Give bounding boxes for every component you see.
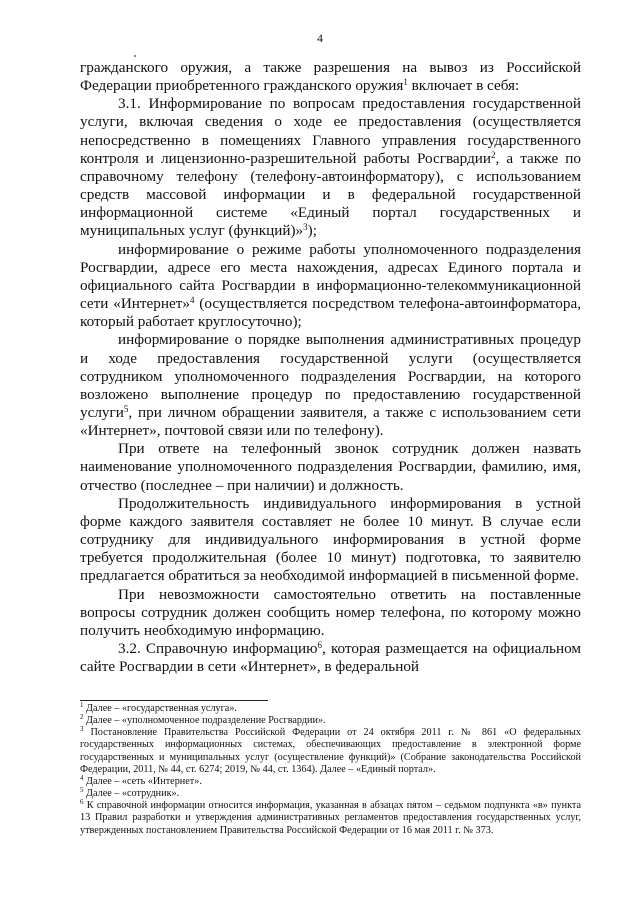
- paragraph-2: [80, 95, 581, 240]
- footnote-ref: 4: [190, 295, 195, 306]
- paragraph-text: 3.2. Справочную информацию: [118, 640, 318, 657]
- paragraph-text: );: [307, 222, 317, 240]
- paragraph-text: , а также по справочному телефону (телефону-автоинформатору), с использованием средств массовой информации и в федеральной государственной информационной системе «Единый портал государственных и муниципальных услуг (функций)»: [80, 149, 581, 240]
- paragraph-5: При ответе на телефонный звонок сотрудник должен назвать наименование уполномоченного подразделения Росгвардии, фамилию, имя, отчество (последнее – при наличии) и должность.: [80, 440, 581, 494]
- paragraph-3: [80, 241, 581, 332]
- footnote-ref: 5: [123, 403, 129, 414]
- footnote: [80, 788, 581, 800]
- footnote-ref: 3: [303, 222, 308, 233]
- body-text: [80, 59, 581, 676]
- paragraph-6: Продолжительность индивидуального информирования в устной форме каждого заявителя составляет не более 10 минут. В случае если сотруднику для индивидуального информирования в устной форме требуется продолжительная (более 10 минут) подготовка, то заявителю предлагается обратиться за необходимой информацией в письменной форме.: [80, 494, 581, 585]
- paragraph-text: (осуществляется посредством телефона-автоинформатора, который работает круглосуточно);: [80, 295, 582, 331]
- footnote-text: Далее – «сеть «Интернет».: [86, 775, 202, 787]
- paragraph-text: 3.1. Информирование по вопросам предоставления государственной услуги, включая сведения о ходе ее предоставления (осуществляется непосредственно в помещениях Главного управления государственного контроля и лицензионно-разрешительной работы Росгвардии: [80, 95, 581, 167]
- footnote-number: 1: [80, 701, 84, 709]
- paragraph-text: информирование о порядке выполнения административных процедур и ходе предоставления государственной услуги (осуществляется сотрудником уполномоченного подразделения Росгвардии, на которого возложено выполнение процедур по предоставлению государственной услуги: [80, 331, 581, 421]
- paragraph-text: включает в себя:: [407, 77, 520, 95]
- footnote-number: 2: [80, 713, 84, 722]
- paragraph-text: информирование о режиме работы уполномоченного подразделения Росгвардии, адресе его места нахождения, адресах Единого портала и официального сайта Росгвардии в информационно-телекоммуникационной сети «Интернет»: [80, 240, 581, 313]
- paragraph-1: [80, 59, 581, 95]
- footnote-number: 4: [80, 773, 84, 782]
- footnote-ref: 6: [317, 640, 323, 650]
- footnote: [80, 715, 581, 727]
- paragraph-text: , которая размещается на официальном сайте Росгвардии в сети «Интернет», в федеральной: [80, 640, 581, 676]
- paragraph-text: гражданского оружия, а также разрешения на вывоз из Российской Федерации приобретенного гражданского оружия: [80, 59, 581, 95]
- footnote: [80, 703, 581, 715]
- page-number: 4: [317, 31, 323, 45]
- paragraph-8: [80, 640, 581, 676]
- footnote-ref: 1: [403, 77, 408, 88]
- footnote-number: 3: [80, 725, 84, 734]
- footnote-number: 5: [80, 786, 84, 795]
- footnote-text: Далее – «уполномоченное подразделение Росгвардии».: [86, 715, 326, 727]
- footnote-text: К справочной информации относится информация, указанная в абзацах пятом – седьмом подпункта «в» пункта 13 Правил разработки и утверждения административных регламентов предоставления государственных услуг, утвержденных постановлением Правительства Российской Федерации от 16 мая 2011 г. № 373.: [80, 800, 581, 836]
- footnote: [80, 800, 581, 836]
- footnote-text: Далее – «сотрудник».: [86, 788, 180, 800]
- scan-speck: [134, 55, 136, 57]
- footnotes: [80, 703, 581, 837]
- paragraph-7: При невозможности самостоятельно ответить на поставленные вопросы сотрудник должен сообщить номер телефона, по которому можно получить необходимую информацию.: [80, 585, 581, 639]
- footnote-text: Далее – «государственная услуга».: [86, 703, 237, 714]
- paragraph-4: [80, 331, 581, 440]
- footnote: [80, 773, 581, 788]
- footnote-text: Постановление Правительства Российской Федерации от 24 октября 2011 г. № 861 «О федеральных государственных информационных системах, обеспечивающих предоставление в электронной форме государственных и муниципальных услуг (осуществление функций)» (Собрание законодательства Российской Федерации, 2011, № 44, ст. 6274; 2019, № 44, ст. 1364). Далее – «Единый портал».: [80, 727, 581, 775]
- footnote: [80, 727, 581, 776]
- footnote-ref: 2: [491, 149, 496, 160]
- footnote-number: 6: [80, 798, 84, 807]
- paragraph-text: , при личном обращении заявителя, а также с использованием сети «Интернет», почтовой связи или по телефону).: [80, 403, 581, 440]
- footnote-separator: [80, 700, 268, 701]
